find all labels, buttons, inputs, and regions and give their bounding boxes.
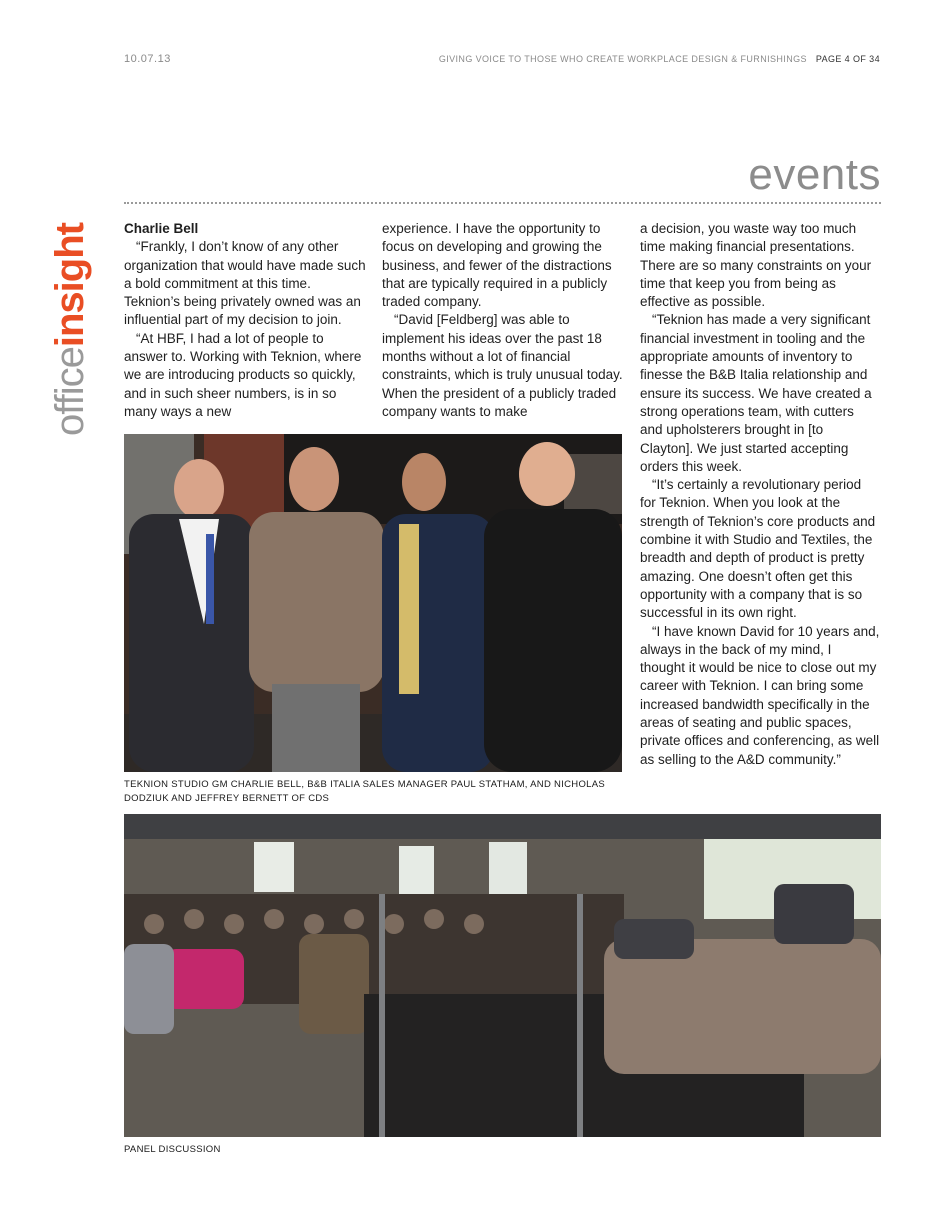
dotted-divider — [124, 202, 881, 204]
header-date: 10.07.13 — [124, 53, 171, 65]
article-author: Charlie Bell — [124, 221, 199, 236]
group-photo-caption: TEKNION STUDIO GM CHARLIE BELL, B&B ITALIA SALES MANAGER PAUL STATHAM, AND NICHOLAS DODZIUK AND JEFFREY BERNETT OF CDS — [124, 779, 606, 804]
panel-photo-caption: PANEL DISCUSSION — [124, 1144, 221, 1155]
paragraph: “Frankly, I don’t know of any other organization that would have made such a bold commitment at this time. Teknion’s being privately owned was an influential part of my decision to join. — [124, 239, 366, 328]
page-number: PAGE 4 OF 34 — [815, 54, 880, 64]
article-column-1 — [124, 220, 366, 421]
group-photo — [124, 434, 622, 772]
office-insight-logo — [50, 223, 90, 436]
group-photo-illustration — [124, 434, 622, 772]
paragraph: “Teknion has made a very significant financial investment in tooling and the appropriate amounts of inventory to finesse the B&B Italia relationship and ensure its success. We have created a strong operations team, with cutters and upholsterers brought in [to Clayton]. We just started accepting orders this week. — [640, 312, 872, 474]
article-column-2 — [382, 220, 624, 421]
header-right — [439, 54, 880, 64]
article-column-3 — [640, 220, 880, 769]
paragraph: “I have known David for 10 years and, always in the back of my mind, I thought it would be nice to close out my career with Teknion. I can bring some increased bandwidth specifically in the areas of seating and public spaces, private offices and conferencing, as well as selling to the A&D community.” — [640, 623, 880, 767]
logo-insight: insight — [48, 223, 92, 348]
header-tagline: GIVING VOICE TO THOSE WHO CREATE WORKPLACE DESIGN & FURNISHINGS — [438, 54, 807, 64]
panel-photo — [124, 814, 881, 1137]
paragraph: experience. I have the opportunity to focus on developing and growing the business, and fewer of the distractions that are typically required in a publicly traded company. — [382, 221, 612, 310]
paragraph: “David [Feldberg] was able to implement his ideas over the past 18 months without a lot of financial constraints, which is truly unusual today. When the president of a publicly traded company wants to make — [382, 312, 623, 419]
section-title: events — [748, 150, 881, 199]
paragraph: “At HBF, I had a lot of people to answer to. Working with Teknion, where we are introducing products so quickly, and in such sheer numbers, is in so many ways a new — [124, 330, 362, 419]
paragraph: “It’s certainly a revolutionary period for Teknion. When you look at the strength of Teknion’s core products and combine it with Studio and Textiles, the breadth and depth of product is pretty amazing. One doesn’t often get this opportunity with a company that is so successful in its own right. — [640, 477, 876, 621]
paragraph: a decision, you waste way too much time making financial presentations. There are so many constraints on your time that keep you from being as effective as possible. — [640, 221, 872, 310]
logo-office: office — [48, 347, 92, 436]
panel-photo-illustration — [124, 814, 881, 1137]
